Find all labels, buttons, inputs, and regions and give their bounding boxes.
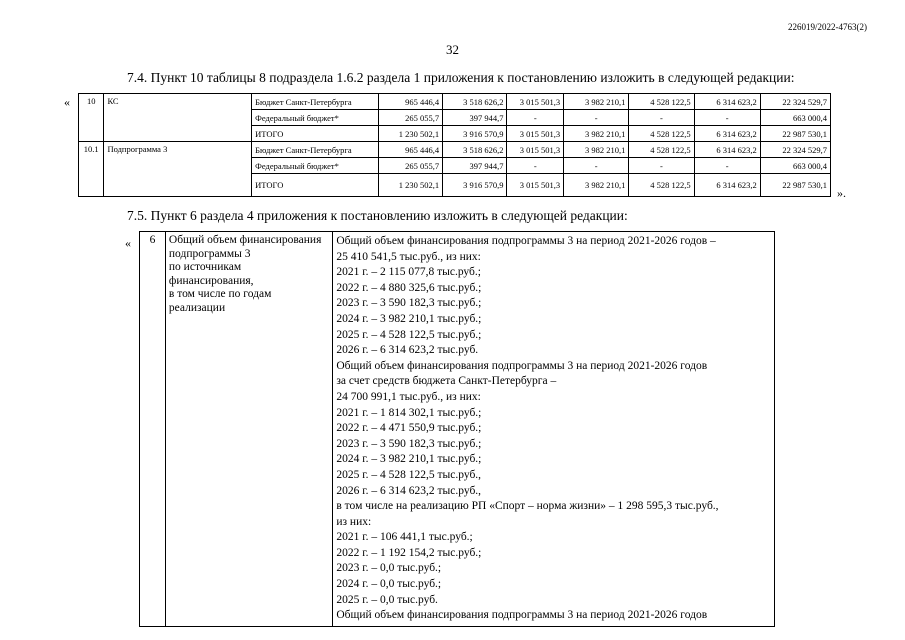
amount-cell: 397 944,7 [443, 158, 507, 174]
amount-cell: 6 314 623,2 [694, 94, 760, 110]
document-number: 226019/2022-4763(2) [788, 22, 867, 32]
text-line: Общий объем финансирования подпрограммы 3 на период 2021-2026 годов [336, 609, 708, 622]
text-line: в том числе на реализацию РП «Спорт – норма жизни» – 1 298 595,3 тыс.руб., [336, 500, 719, 513]
close-quote-7-4: ». [837, 186, 846, 200]
text-line: 24 700 991,1 тыс.руб., из них: [336, 390, 481, 403]
amount-cell: 3 982 210,1 [564, 142, 629, 158]
funding-source: Бюджет Санкт-Петербурга [252, 94, 379, 110]
amount-cell: 965 446,4 [378, 142, 442, 158]
amount-cell: 22 987 530,1 [760, 174, 830, 197]
amount-cell: 965 446,4 [378, 94, 442, 110]
text-line: 2024 г. – 3 982 210,1 тыс.руб.; [336, 453, 482, 466]
row-text [333, 232, 775, 627]
amount-cell: - [694, 158, 760, 174]
funding-source: Бюджет Санкт-Петербурга [252, 142, 379, 158]
row-name: Подпрограмма 3 [104, 142, 252, 197]
text-line: 2021 г. – 1 814 302,1 тыс.руб.; [336, 406, 482, 419]
amount-cell: 3 015 501,3 [507, 94, 564, 110]
table-row [79, 94, 831, 110]
label-line: подпрограммы 3 [168, 247, 251, 260]
text-line: 2024 г. – 3 982 210,1 тыс.руб.; [336, 312, 482, 325]
amount-cell: 663 000,4 [760, 110, 830, 126]
row-name: КС [104, 94, 252, 142]
row-label [165, 232, 332, 627]
text-line: 2026 г. – 6 314 623,2 тыс.руб. [336, 344, 479, 357]
section-7-5-heading: 7.5. Пункт 6 раздела 4 приложения к постановлению изложить в следующей редакции: [127, 208, 628, 223]
text-line: 2025 г. – 0,0 тыс.руб. [336, 593, 438, 606]
text-line: 2024 г. – 0,0 тыс.руб.; [336, 578, 442, 591]
amount-cell: 3 916 570,9 [443, 174, 507, 197]
amount-cell: 3 518 626,2 [443, 142, 507, 158]
label-line: в том числе по годам [168, 288, 272, 301]
funding-source: Федеральный бюджет* [252, 110, 379, 126]
text-line: 2023 г. – 3 590 182,3 тыс.руб.; [336, 437, 482, 450]
text-line: 2025 г. – 4 528 122,5 тыс.руб., [336, 468, 482, 481]
text-line: из них: [336, 515, 372, 528]
label-line: по источникам [168, 261, 242, 274]
text-line: 25 410 541,5 тыс.руб., из них: [336, 250, 481, 263]
label-line: финансирования, [168, 274, 254, 287]
amount-cell: 397 944,7 [443, 110, 507, 126]
text-line: 2023 г. – 3 590 182,3 тыс.руб.; [336, 297, 482, 310]
amount-cell: - [629, 110, 694, 126]
text-line: Общий объем финансирования подпрограммы 3 на период 2021-2026 годов [336, 359, 708, 372]
page-number: 32 [446, 42, 459, 57]
amount-cell: 22 987 530,1 [760, 126, 830, 142]
text-line: за счет средств бюджета Санкт-Петербурга – [336, 375, 557, 388]
funding-source: Федеральный бюджет* [252, 158, 379, 174]
amount-cell: 1 230 502,1 [378, 126, 442, 142]
financing-table-7-5 [139, 231, 775, 627]
open-quote-7-5: « [125, 236, 131, 250]
label-line: реализации [168, 301, 226, 314]
financing-table-7-4 [78, 93, 831, 197]
open-quote-7-4: « [64, 95, 70, 109]
amount-cell: 4 528 122,5 [629, 94, 694, 110]
text-line: 2021 г. – 2 115 077,8 тыс.руб.; [336, 266, 481, 279]
amount-cell: 3 015 501,3 [507, 142, 564, 158]
text-line: 2023 г. – 0,0 тыс.руб.; [336, 562, 442, 575]
amount-cell: - [694, 110, 760, 126]
text-line: 2022 г. – 4 471 550,9 тыс.руб.; [336, 422, 482, 435]
amount-cell: 265 055,7 [378, 110, 442, 126]
funding-source: ИТОГО [252, 126, 379, 142]
section-7-4-heading: 7.4. Пункт 10 таблицы 8 подраздела 1.6.2 раздела 1 приложения к постановлению изложить в следующей редакции: [127, 70, 795, 85]
amount-cell: 1 230 502,1 [378, 174, 442, 197]
amount-cell: 22 324 529,7 [760, 142, 830, 158]
table-row [140, 232, 775, 627]
amount-cell: 3 982 210,1 [564, 94, 629, 110]
amount-cell: 22 324 529,7 [760, 94, 830, 110]
text-line: Общий объем финансирования подпрограммы 3 на период 2021-2026 годов – [336, 235, 716, 247]
text-line: 2025 г. – 4 528 122,5 тыс.руб.; [336, 328, 482, 341]
text-line: 2021 г. – 106 441,1 тыс.руб.; [336, 531, 473, 544]
table-row [79, 142, 831, 158]
amount-cell: 3 015 501,3 [507, 126, 564, 142]
amount-cell: 4 528 122,5 [629, 142, 694, 158]
row-number: 10.1 [79, 142, 104, 197]
funding-source: ИТОГО [252, 174, 379, 197]
amount-cell: 3 518 626,2 [443, 94, 507, 110]
amount-cell: 265 055,7 [378, 158, 442, 174]
amount-cell: 6 314 623,2 [694, 174, 760, 197]
text-line: 2022 г. – 4 880 325,6 тыс.руб.; [336, 281, 482, 294]
text-line: 2022 г. – 1 192 154,2 тыс.руб.; [336, 546, 482, 559]
amount-cell: - [507, 158, 564, 174]
amount-cell: 4 528 122,5 [629, 174, 694, 197]
amount-cell: 4 528 122,5 [629, 126, 694, 142]
row-number: 10 [79, 94, 104, 142]
amount-cell: 3 015 501,3 [507, 174, 564, 197]
amount-cell: - [507, 110, 564, 126]
amount-cell: 6 314 623,2 [694, 142, 760, 158]
amount-cell: - [564, 158, 629, 174]
amount-cell: 3 916 570,9 [443, 126, 507, 142]
amount-cell: 663 000,4 [760, 158, 830, 174]
amount-cell: 3 982 210,1 [564, 174, 629, 197]
amount-cell: 6 314 623,2 [694, 126, 760, 142]
amount-cell: 3 982 210,1 [564, 126, 629, 142]
label-line: Общий объем финансирования [168, 234, 322, 246]
amount-cell: - [564, 110, 629, 126]
amount-cell: - [629, 158, 694, 174]
row-number: 6 [140, 232, 166, 627]
text-line: 2026 г. – 6 314 623,2 тыс.руб., [336, 484, 482, 497]
